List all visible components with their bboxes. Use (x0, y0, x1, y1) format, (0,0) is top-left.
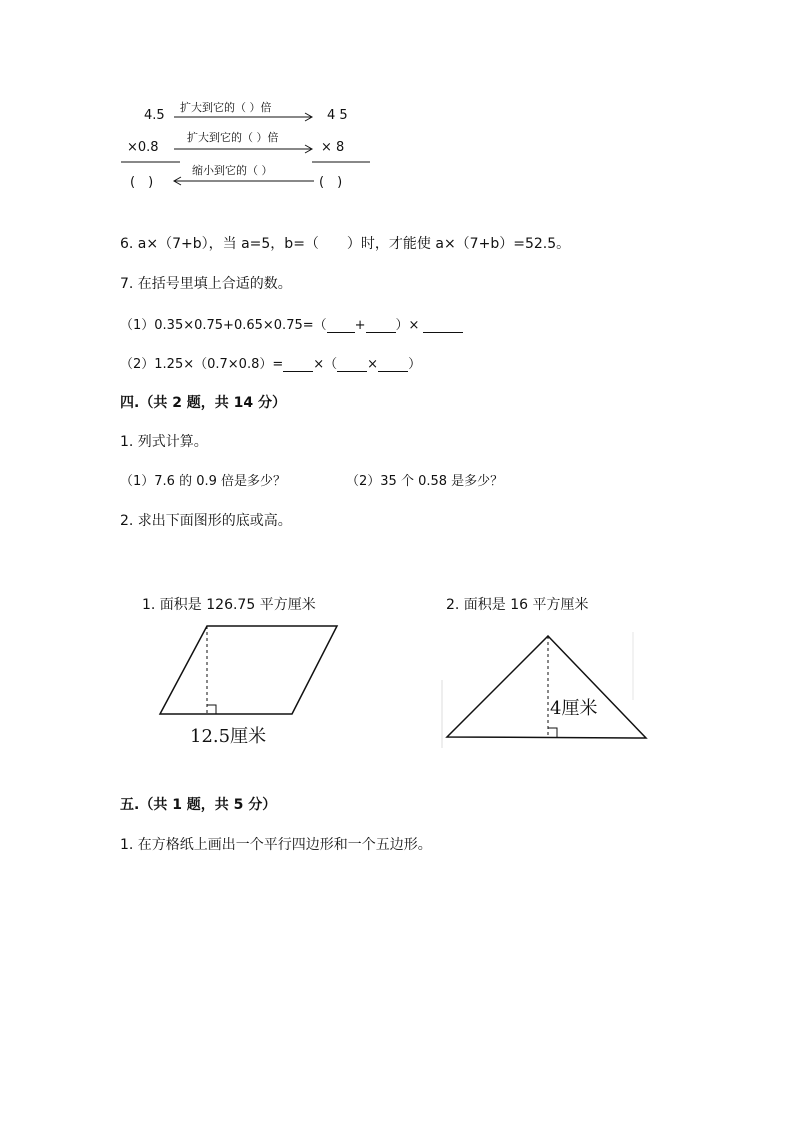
question-6: 6. a×（7+b），当 a=5，b=（ ）时，才能使 a×（7+b）=52.5。 (120, 236, 571, 252)
left-mid-factor: ×0.8 (127, 140, 159, 155)
question-7-title: 7. 在括号里填上合适的数。 (120, 276, 292, 292)
answer-blank[interactable] (366, 318, 396, 333)
part2-close: ） (408, 357, 422, 372)
answer-blank[interactable] (423, 318, 463, 333)
answer-blank[interactable] (283, 357, 313, 372)
parallelogram-figure (160, 626, 337, 714)
part1-close: ）× (395, 318, 420, 333)
arrow-lines (0, 0, 794, 220)
question-7-part-2 (120, 353, 421, 372)
part1-expression: （1）0.35×0.75+0.65×0.75=（ (120, 318, 327, 333)
times-open: ×（ (313, 357, 338, 372)
triangle-height-label: 4厘米 (550, 698, 598, 719)
right-top-number: 4 5 (327, 108, 348, 123)
figure-2-caption: 2. 面积是 16 平方厘米 (446, 597, 589, 613)
question-1-part-1: （1）7.6 的 0.9 倍是多少？ (120, 474, 287, 489)
section-4-question-2: 2. 求出下面图形的底或高。 (120, 513, 292, 529)
section-4-heading: 四.（共 2 题，共 14 分） (120, 395, 287, 411)
section-5-heading: 五.（共 1 题，共 5 分） (120, 797, 277, 813)
triangle-figure (442, 632, 646, 748)
parallelogram-base-label: 12.5厘米 (190, 726, 267, 747)
section-4-question-1: 1. 列式计算。 (120, 434, 208, 450)
answer-blank[interactable] (378, 357, 408, 372)
times-sign: × (367, 357, 379, 372)
part2-expression: （2）1.25×（0.7×0.8）= (120, 357, 284, 372)
arrow1-label: 扩大到它的（ ）倍 (180, 101, 272, 114)
section-5-question-1: 1. 在方格纸上画出一个平行四边形和一个五边形。 (120, 837, 432, 853)
right-bottom-answer: ( ) (319, 175, 343, 190)
arrow3-label: 缩小到它的（ ） (192, 164, 273, 177)
answer-blank[interactable] (337, 357, 367, 372)
question-1-part-2: （2）35 个 0.58 是多少？ (346, 474, 504, 489)
left-bottom-answer: ( ) (130, 175, 154, 190)
left-top-number: 4.5 (144, 108, 165, 123)
question-7-part-1 (120, 314, 463, 333)
plus-sign: + (354, 318, 366, 333)
figure-1-caption: 1. 面积是 126.75 平方厘米 (142, 597, 316, 613)
answer-blank[interactable] (327, 318, 355, 333)
arrow2-label: 扩大到它的（ ）倍 (187, 131, 279, 144)
right-mid-factor: × 8 (321, 140, 345, 155)
